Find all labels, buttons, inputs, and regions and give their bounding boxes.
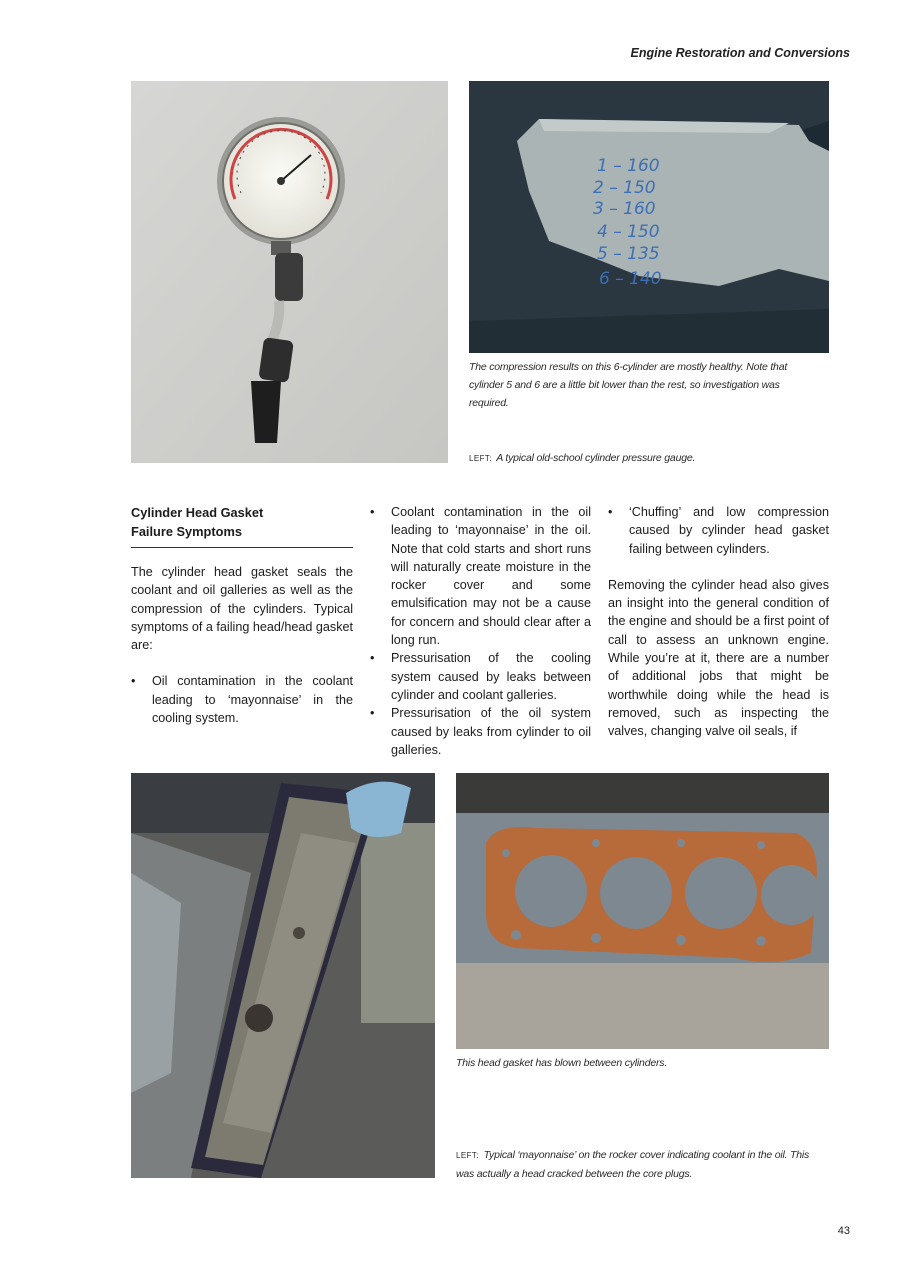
running-head: Engine Restoration and Conversions [630,46,850,60]
gasket-caption: This head gasket has blown between cylinders. [456,1057,668,1069]
symptom-item: • Pressurisation of the cooling system caused by leaks between cylinder and coolant galleries. [370,649,591,704]
reading-3: 3 – 160 [593,199,656,219]
pressure-gauge-photo [131,81,448,463]
head-gasket-photo [456,773,829,1049]
heading-line-1: Cylinder Head Gasket [131,505,264,520]
rocker-cover-photo [131,773,435,1178]
article-column-2 [370,503,591,759]
compression-results-photo [469,81,829,353]
section-heading [131,503,353,548]
symptom-list-part-3 [608,503,829,558]
symptom-list-part-1 [131,672,353,727]
gauge-caption-text: A typical old-school cylinder pressure gauge. [496,452,696,464]
symptom-item: • Oil contamination in the coolant leading to ‘mayonnaise’ in the cooling system. [131,672,353,727]
caption-tag: LEFT: [469,454,492,463]
reading-6: 6 – 140 [599,269,662,289]
symptom-item: • Coolant contamination in the oil leading to ‘mayonnaise’ in the oil. Note that cold starts and short runs will naturally create moisture in the rocker cover and some emulsification may not be a cause for concern and should clear after a long run. [370,503,591,649]
reading-5: 5 – 135 [597,244,660,264]
symptom-list-part-2 [370,503,591,759]
article-column-1 [131,503,353,727]
reading-1: 1 – 160 [597,156,660,176]
reading-4: 4 – 150 [597,222,660,242]
compression-caption: The compression results on this 6-cylinder are mostly healthy. Note that cylinder 5 and 6 are a little bit lower than the rest, so investigation was required. [469,361,788,409]
heading-line-2: Failure Symptoms [131,524,242,539]
symptom-item: • ‘Chuffing’ and low compression caused by cylinder head gasket failing between cylinders. [608,503,829,558]
rocker-caption-text: Typical ‘mayonnaise’ on the rocker cover indicating coolant in the oil. This was actually a head cracked between the core plugs. [456,1149,810,1180]
caption-tag: LEFT: [456,1151,479,1160]
symptom-item: • Pressurisation of the oil system caused by leaks from cylinder to oil galleries. [370,704,591,759]
page-number: 43 [837,1225,850,1237]
article-column-3 [608,503,829,741]
closing-paragraph: Removing the cylinder head also gives an insight into the general condition of the engine and should be a first point of call to assess an unknown engine. While you’re at it, there are a number of additional jobs that might be worthwhile doing while the head is removed, such as inspecting the valves, changing valve oil seals, if [608,577,829,739]
reading-2: 2 – 150 [593,178,656,198]
intro-paragraph: The cylinder head gasket seals the coolant and oil galleries as well as the compression of the cylinders. Typical symptoms of a failing head/head gasket are: [131,565,353,653]
gauge-caption [469,449,814,468]
rocker-caption [456,1146,826,1183]
